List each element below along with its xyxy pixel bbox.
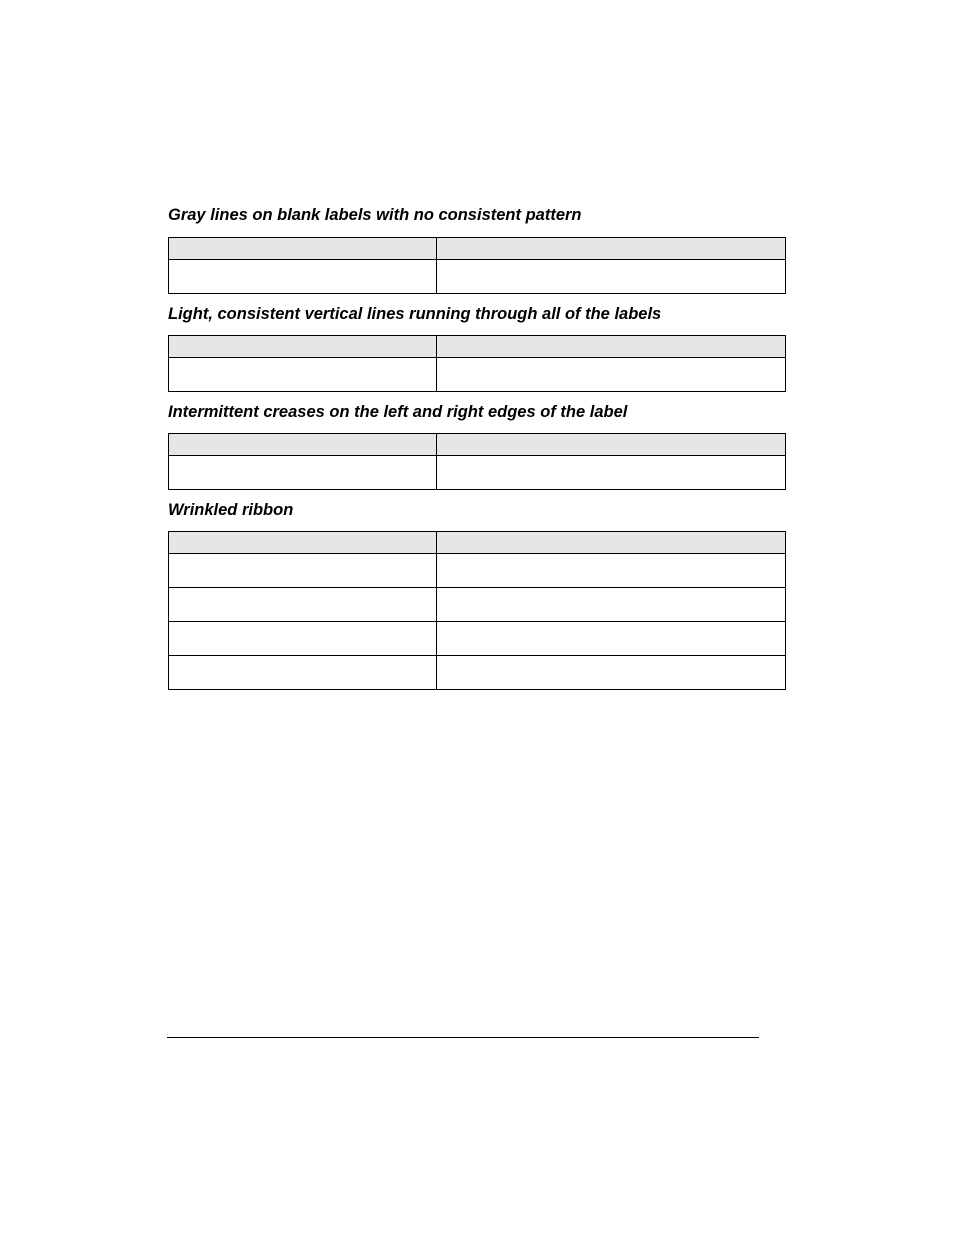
footer-rule xyxy=(167,1037,759,1038)
table-header-row xyxy=(169,238,786,260)
section-heading-gray-lines: Gray lines on blank labels with no consistent pattern xyxy=(168,206,582,224)
table-cell xyxy=(169,554,437,588)
table-cell xyxy=(437,260,786,294)
header-cell-solution xyxy=(437,336,786,358)
section-heading-intermittent-creases: Intermittent creases on the left and right edges of the label xyxy=(168,403,628,421)
table-row xyxy=(169,588,786,622)
table-cell xyxy=(437,456,786,490)
table-row xyxy=(169,554,786,588)
table-header-row xyxy=(169,532,786,554)
troubleshooting-table-vertical-lines xyxy=(168,335,786,392)
table-row xyxy=(169,260,786,294)
table-cell xyxy=(169,456,437,490)
header-cell-problem xyxy=(169,238,437,260)
header-cell-solution xyxy=(437,532,786,554)
section-heading-vertical-lines: Light, consistent vertical lines running through all of the labels xyxy=(168,305,662,323)
header-cell-solution xyxy=(437,238,786,260)
table-cell xyxy=(437,622,786,656)
table-row xyxy=(169,622,786,656)
troubleshooting-table-gray-lines xyxy=(168,237,786,294)
table-cell xyxy=(169,656,437,690)
header-cell-problem xyxy=(169,434,437,456)
table-cell xyxy=(169,622,437,656)
table-cell xyxy=(437,358,786,392)
table-cell xyxy=(437,554,786,588)
header-cell-problem xyxy=(169,532,437,554)
troubleshooting-table-wrinkled-ribbon xyxy=(168,531,786,690)
table-cell xyxy=(169,260,437,294)
troubleshooting-table-intermittent-creases xyxy=(168,433,786,490)
table-cell xyxy=(437,656,786,690)
section-heading-wrinkled-ribbon: Wrinkled ribbon xyxy=(168,501,294,519)
table-row xyxy=(169,456,786,490)
table-header-row xyxy=(169,434,786,456)
header-cell-solution xyxy=(437,434,786,456)
table-row xyxy=(169,358,786,392)
table-row xyxy=(169,656,786,690)
header-cell-problem xyxy=(169,336,437,358)
table-cell xyxy=(437,588,786,622)
table-header-row xyxy=(169,336,786,358)
table-cell xyxy=(169,588,437,622)
table-cell xyxy=(169,358,437,392)
